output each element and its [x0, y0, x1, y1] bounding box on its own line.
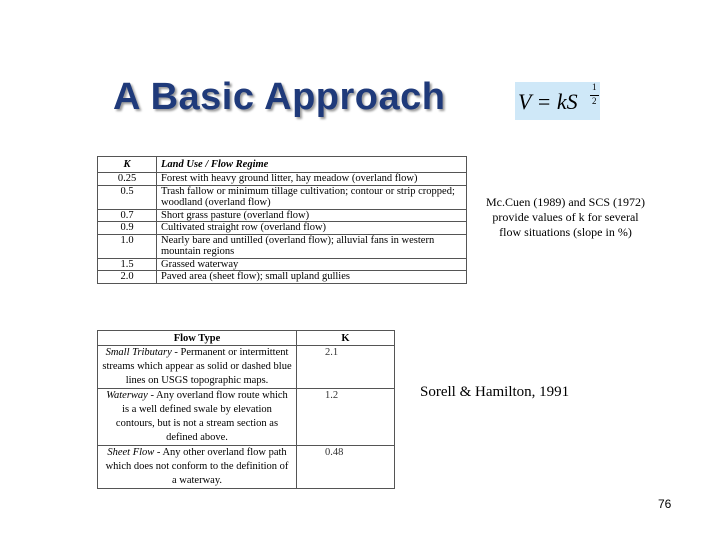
table-header-k: K — [297, 331, 395, 346]
source-citation: Sorell & Hamilton, 1991 — [420, 384, 570, 400]
land-use-table — [97, 156, 467, 284]
formula-exponent-numerator: 1 — [592, 82, 597, 92]
land-use-description: Paved area (sheet flow); small upland gullies — [157, 271, 467, 284]
flow-type-description: - Permanent or intermittent streams which appear as solid or dashed blue lines on USGS topographic maps. — [102, 347, 292, 386]
land-use-description: Grassed waterway — [157, 258, 467, 271]
table-row — [98, 209, 467, 222]
table-row — [98, 258, 467, 271]
table-header-land-use: Land Use / Flow Regime — [157, 157, 467, 173]
table-header-flow-type: Flow Type — [98, 331, 297, 346]
flow-type-name: Small Tributary — [105, 347, 172, 358]
table-row — [98, 185, 467, 209]
table-row — [98, 346, 395, 389]
k-value: 0.25 — [98, 173, 157, 186]
flow-type-table — [97, 330, 395, 489]
velocity-formula — [515, 82, 600, 120]
land-use-description: Trash fallow or minimum tillage cultivation; contour or strip cropped; woodland (overland flow) — [157, 185, 467, 209]
table-row — [98, 271, 467, 284]
k-value: 0.9 — [98, 222, 157, 235]
table-row — [98, 234, 467, 258]
flow-type-cell — [98, 446, 297, 489]
formula-main: V = kS — [518, 89, 578, 114]
table-header-k: K — [98, 157, 157, 173]
k-value: 1.2 — [297, 389, 395, 446]
table-row — [98, 446, 395, 489]
slide-title: A Basic Approach — [113, 76, 446, 118]
k-value: 1.5 — [98, 258, 157, 271]
land-use-description: Nearly bare and untilled (overland flow); alluvial fans in western mountain regions — [157, 234, 467, 258]
table-row — [98, 222, 467, 235]
table-row — [98, 389, 395, 446]
k-value: 2.0 — [98, 271, 157, 284]
land-use-description: Forest with heavy ground litter, hay meadow (overland flow) — [157, 173, 467, 186]
land-use-description: Cultivated straight row (overland flow) — [157, 222, 467, 235]
flow-type-cell — [98, 346, 297, 389]
k-value: 0.7 — [98, 209, 157, 222]
table-row — [98, 173, 467, 186]
flow-type-description: - Any overland flow route which is a well defined swale by elevation contours, but is not a stream section as defined above. — [115, 390, 288, 443]
k-value: 0.5 — [98, 185, 157, 209]
k-value: 2.1 — [297, 346, 395, 389]
mccuen-note: Mc.Cuen (1989) and SCS (1972) provide values of k for several flow situations (slope in %) — [486, 195, 645, 239]
k-value: 0.48 — [297, 446, 395, 489]
flow-type-name: Waterway — [106, 390, 148, 401]
k-value: 1.0 — [98, 234, 157, 258]
formula-exponent-denominator: 2 — [592, 96, 597, 106]
flow-type-name: Sheet Flow — [107, 447, 155, 458]
flow-type-cell — [98, 389, 297, 446]
flow-type-description: - Any other overland flow path which does not conform to the definition of a waterway. — [105, 447, 289, 486]
page-number: 76 — [658, 497, 672, 511]
land-use-description: Short grass pasture (overland flow) — [157, 209, 467, 222]
